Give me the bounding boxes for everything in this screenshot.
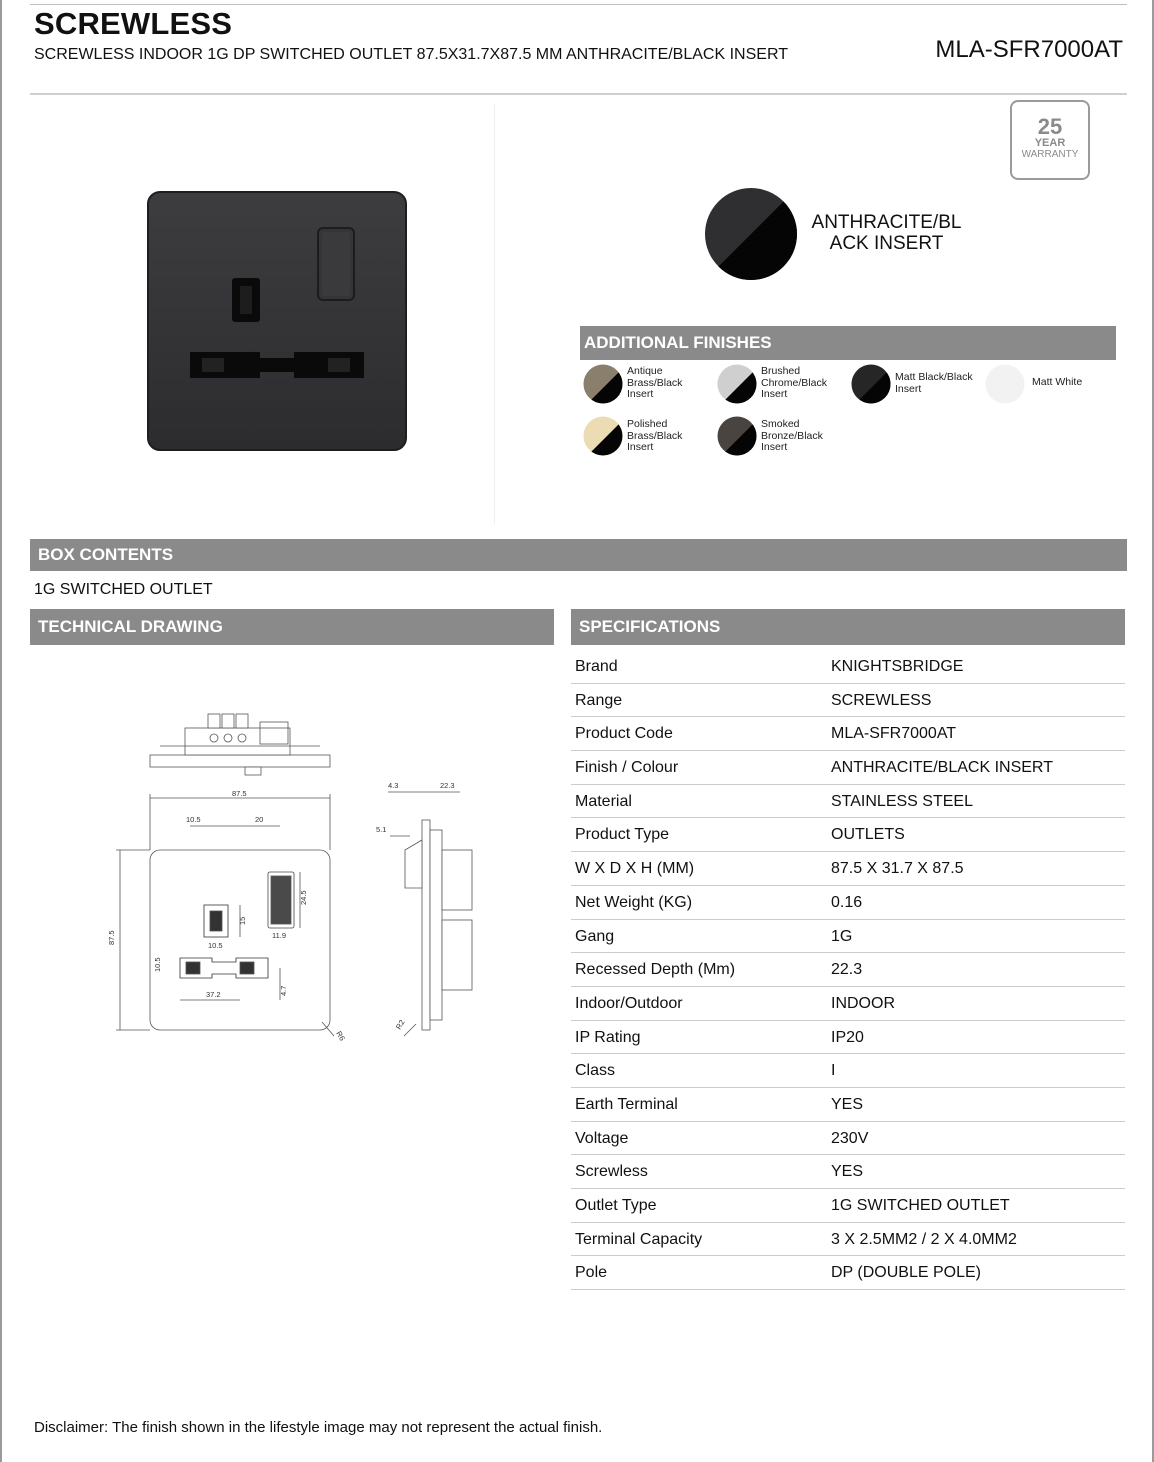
svg-text:10.5: 10.5 [208,941,223,950]
spec-row [571,953,1125,987]
svg-text:10.5: 10.5 [153,957,162,972]
spec-row [571,920,1125,954]
spec-key: Gang [575,927,615,945]
swatch-brushed-chrome [717,364,757,404]
product-code: MLA-SFR7000AT [935,36,1123,63]
spec-key: Terminal Capacity [575,1230,703,1248]
svg-text:11.9: 11.9 [272,931,287,940]
box-contents-heading: BOX CONTENTS [30,539,1127,571]
svg-text:20: 20 [255,815,264,824]
spec-value: YES [831,1095,864,1113]
swatch-matt-white [985,364,1025,404]
spec-key: IP Rating [575,1028,641,1046]
spec-key: Voltage [575,1129,629,1147]
spec-value: 1G [831,927,853,945]
drawing-side-view [376,781,472,1036]
drawing-top-view [150,714,330,775]
spec-row [571,717,1125,751]
svg-text:4.3: 4.3 [388,781,399,790]
svg-text:87.5: 87.5 [107,930,116,945]
disclaimer: Disclaimer: The finish shown in the lifestyle image may not represent the actual finish. [34,1419,603,1436]
warranty-number: 25 [1037,114,1063,139]
header-divider [30,93,1127,95]
swatch-matt-black [851,364,891,404]
warranty-badge [1010,100,1090,180]
spec-row [571,818,1125,852]
svg-text:10.5: 10.5 [186,815,201,824]
spec-row [571,1088,1125,1122]
drawing-front-view [107,789,347,1042]
spec-row [571,751,1125,785]
section-divider [494,104,495,524]
spec-key: Material [575,792,632,810]
svg-text:15: 15 [238,916,247,925]
spec-row [571,1189,1125,1223]
spec-value: 0.16 [831,893,863,911]
specifications-heading: SPECIFICATIONS [571,609,1125,645]
dim-width: 87.5 [232,789,247,798]
spec-row [571,1054,1125,1088]
spec-key: W X D X H (MM) [575,860,695,878]
spec-value: IP20 [831,1028,864,1046]
page-title: SCREWLESS [34,6,233,41]
spec-value: 3 X 2.5MM2 / 2 X 4.0MM2 [831,1230,1017,1248]
svg-text:R6: R6 [334,1029,347,1043]
main-finish-label-line1: ANTHRACITE/BL [811,212,962,233]
finish-option-label: Matt White [1032,376,1083,388]
svg-text:R2: R2 [393,1018,407,1031]
spec-value: DP (DOUBLE POLE) [831,1264,981,1282]
spec-value: OUTLETS [831,826,905,844]
spec-key: Class [575,1062,616,1080]
finish-option-matt-white[interactable] [982,364,1116,408]
spec-row [571,1122,1125,1156]
spec-row [571,852,1125,886]
product-description: SCREWLESS INDOOR 1G DP SWITCHED OUTLET 87.5X31.7X87.5 MM ANTHRACITE/BLACK INSERT [34,46,788,63]
additional-finishes-heading: ADDITIONAL FINISHES [580,326,1116,360]
spec-value: 230V [831,1129,869,1147]
finish-option-polished-brass[interactable] [580,416,714,460]
spec-row [571,1155,1125,1189]
swatch-antique-brass [583,364,623,404]
technical-drawing [100,700,540,1050]
spec-value: YES [831,1163,864,1181]
spec-row [571,1256,1125,1290]
spec-key: Net Weight (KG) [575,893,693,911]
spec-key: Brand [575,658,618,675]
spec-value: KNIGHTSBRIDGE [831,658,964,675]
spec-key: Indoor/Outdoor [575,994,683,1012]
finish-option-brushed-chrome[interactable] [714,364,848,408]
spec-row [571,886,1125,920]
spec-key: Range [575,691,623,709]
spec-key: Earth Terminal [575,1095,678,1113]
main-finish-swatch [704,187,798,281]
spec-key: Recessed Depth (Mm) [575,961,736,979]
finish-option-label: Polished Brass/Black Insert [627,418,683,453]
spec-row [571,650,1125,684]
spec-row [571,1223,1125,1257]
spec-value: 22.3 [831,961,863,979]
svg-text:22.3: 22.3 [440,781,455,790]
finish-option-smoked-bronze[interactable] [714,416,848,460]
technical-drawing-heading: TECHNICAL DRAWING [30,609,554,645]
spec-key: Outlet Type [575,1197,657,1214]
finish-option-label: Matt Black/Black Insert [895,371,973,395]
spec-key: Pole [575,1264,608,1282]
spec-row [571,785,1125,819]
spec-value: MLA-SFR7000AT [831,725,957,743]
spec-value: SCREWLESS [831,691,932,709]
spec-value: STAINLESS STEEL [831,792,973,810]
finish-option-label: Antique Brass/Black Insert [627,365,683,400]
main-finish-label-line2: ACK INSERT [829,233,944,254]
product-image [146,190,408,452]
warranty-word: WARRANTY [1021,149,1079,160]
spec-row [571,684,1125,718]
finish-option-label: Smoked Bronze/Black Insert [761,418,823,453]
box-contents-text: 1G SWITCHED OUTLET [34,581,213,598]
finish-option-matt-black[interactable] [848,364,982,408]
swatch-smoked-bronze [717,416,757,456]
spec-value: I [831,1062,836,1080]
svg-text:4.7: 4.7 [279,985,288,996]
finish-option-antique-brass[interactable] [580,364,714,408]
spec-key: Finish / Colour [575,759,679,777]
svg-text:37.2: 37.2 [206,990,221,999]
spec-key: Product Type [575,826,669,844]
spec-row [571,987,1125,1021]
spec-key: Product Code [575,725,673,743]
svg-text:5.1: 5.1 [376,825,387,834]
spec-row [571,1021,1125,1055]
top-rule [30,4,1127,5]
spec-value: 1G SWITCHED OUTLET [831,1197,1010,1214]
spec-value: ANTHRACITE/BLACK INSERT [831,759,1053,777]
swatch-polished-brass [583,416,623,456]
main-finish-label [804,212,969,254]
spec-value: INDOOR [831,994,895,1012]
page-frame-left [0,0,2,1462]
spec-value: 87.5 X 31.7 X 87.5 [831,860,964,878]
spec-key: Screwless [575,1163,648,1181]
svg-text:24.5: 24.5 [299,890,308,905]
specifications-table [571,650,1125,1290]
warranty-year: YEAR [1034,137,1066,149]
finish-option-label: Brushed Chrome/Black Insert [761,365,827,400]
